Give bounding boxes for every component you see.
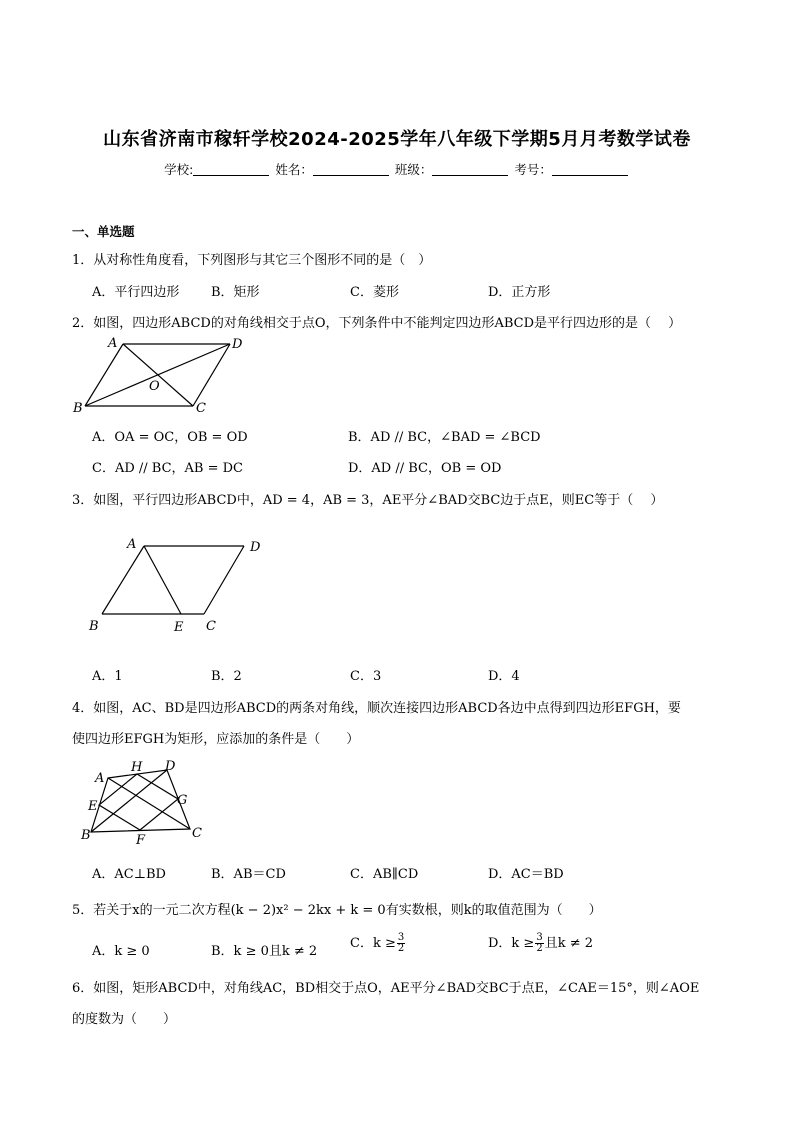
q2-stem: 2．如图，四边形ABCD的对角线相交于点O，下列条件中不能判定四边形ABCD是平行四边形的是（ ） <box>72 316 682 331</box>
school-label: 学校: <box>164 162 194 177</box>
q5-c-numerator: 3 <box>397 932 405 943</box>
q4-option-d: D．AC＝BD <box>488 867 564 882</box>
q4-label-g: G <box>177 793 188 808</box>
q3-parallelogram-figure <box>84 532 274 636</box>
q5-option-c-fraction <box>397 933 405 954</box>
q3-label-c: C <box>206 619 216 634</box>
q1-option-b: B．矩形 <box>211 285 260 300</box>
name-blank[interactable] <box>313 163 389 176</box>
q5-option-d-fraction <box>535 933 543 954</box>
q3-option-a: A．1 <box>92 669 123 684</box>
q5-d-numerator: 3 <box>536 932 543 943</box>
q4-option-c: C．AB∥CD <box>350 867 419 882</box>
q5-option-c <box>350 932 406 954</box>
q3-label-a: A <box>127 537 137 552</box>
q4-label-d: D <box>165 759 176 774</box>
school-blank[interactable] <box>193 163 269 176</box>
q3-stem: 3．如图，平行四边形ABCD中，AD = 4，AB = 3，AE平分∠BAD交BC边于点E，则EC等于（ ） <box>72 493 664 508</box>
q5-option-d-suffix: 且k ≠ 2 <box>544 936 594 951</box>
q2-label-d: D <box>232 337 243 352</box>
q2-option-c: C．AD // BC，AB = DC <box>92 461 243 476</box>
number-label: 考号： <box>514 162 552 177</box>
q4-label-e: E <box>88 799 98 814</box>
q2-label-c: C <box>196 401 206 416</box>
q1-stem: 1．从对称性角度看，下列图形与其它三个图形不同的是（ ） <box>72 253 432 268</box>
q3-option-b: B．2 <box>211 669 242 684</box>
q3-label-b: B <box>89 619 99 634</box>
q5-d-denominator: 2 <box>536 943 543 954</box>
q3-label-e: E <box>174 620 184 635</box>
q4-stem-line2: 使四边形EFGH为矩形，应添加的条件是（ ） <box>72 732 360 747</box>
q3-option-d: D．4 <box>488 669 520 684</box>
q4-label-f: F <box>136 833 146 848</box>
q5-c-denominator: 2 <box>397 943 405 954</box>
student-info-line <box>0 160 794 178</box>
class-label: 班级： <box>394 162 433 177</box>
class-blank[interactable] <box>432 163 508 176</box>
q5-option-a: A．k ≥ 0 <box>92 944 150 959</box>
q2-label-o: O <box>149 379 160 394</box>
q4-label-a: A <box>95 771 105 786</box>
q3-option-c: C．3 <box>350 669 382 684</box>
exam-title: 山东省济南市稼轩学校2024-2025学年八年级下学期5月月考数学试卷 <box>103 129 691 150</box>
q6-stem-line1: 6．如图，矩形ABCD中，对角线AC，BD相交于点O，AE平分∠BAD交BC于点E，∠CAE＝15°，则∠AOE <box>72 981 700 996</box>
q1-option-a: A．平行四边形 <box>92 285 180 300</box>
q2-label-a: A <box>108 336 118 351</box>
q4-quadrilateral-figure <box>80 758 220 850</box>
q4-option-a: A．AC⊥BD <box>92 867 166 882</box>
q5-stem: 5．若关于x的一元二次方程(k − 2)x² − 2kx + k = 0有实数根，则k的取值范围为（ ） <box>72 903 602 918</box>
q4-label-h: H <box>131 760 143 775</box>
q2-option-a: A．OA = OC，OB = OD <box>92 430 248 445</box>
q2-label-b: B <box>73 401 83 416</box>
q3-label-d: D <box>250 540 261 555</box>
q5-option-c-prefix: C．k ≥ <box>350 936 396 951</box>
q4-stem-line1: 4．如图，AC、BD是四边形ABCD的两条对角线，顺次连接四边形ABCD各边中点得到四边形EFGH，要 <box>72 701 681 716</box>
q1-option-d: D．正方形 <box>488 285 551 300</box>
q4-option-b: B．AB＝CD <box>211 867 286 882</box>
q4-label-b: B <box>81 828 91 843</box>
number-blank[interactable] <box>552 163 628 176</box>
q6-stem-line2: 的度数为（ ） <box>72 1012 177 1027</box>
q4-label-c: C <box>192 826 202 841</box>
name-label: 姓名： <box>275 162 313 177</box>
q1-option-c: C．菱形 <box>350 285 399 300</box>
q5-option-d <box>488 932 593 954</box>
q5-option-d-prefix: D．k ≥ <box>488 936 535 951</box>
section-heading: 一、单选题 <box>72 224 135 239</box>
q2-option-b: B．AD // BC，∠BAD = ∠BCD <box>348 430 541 445</box>
q2-option-d: D．AD // BC，OB = OD <box>348 461 502 476</box>
q5-option-b: B．k ≥ 0且k ≠ 2 <box>211 944 318 959</box>
q2-parallelogram-figure <box>70 334 260 416</box>
